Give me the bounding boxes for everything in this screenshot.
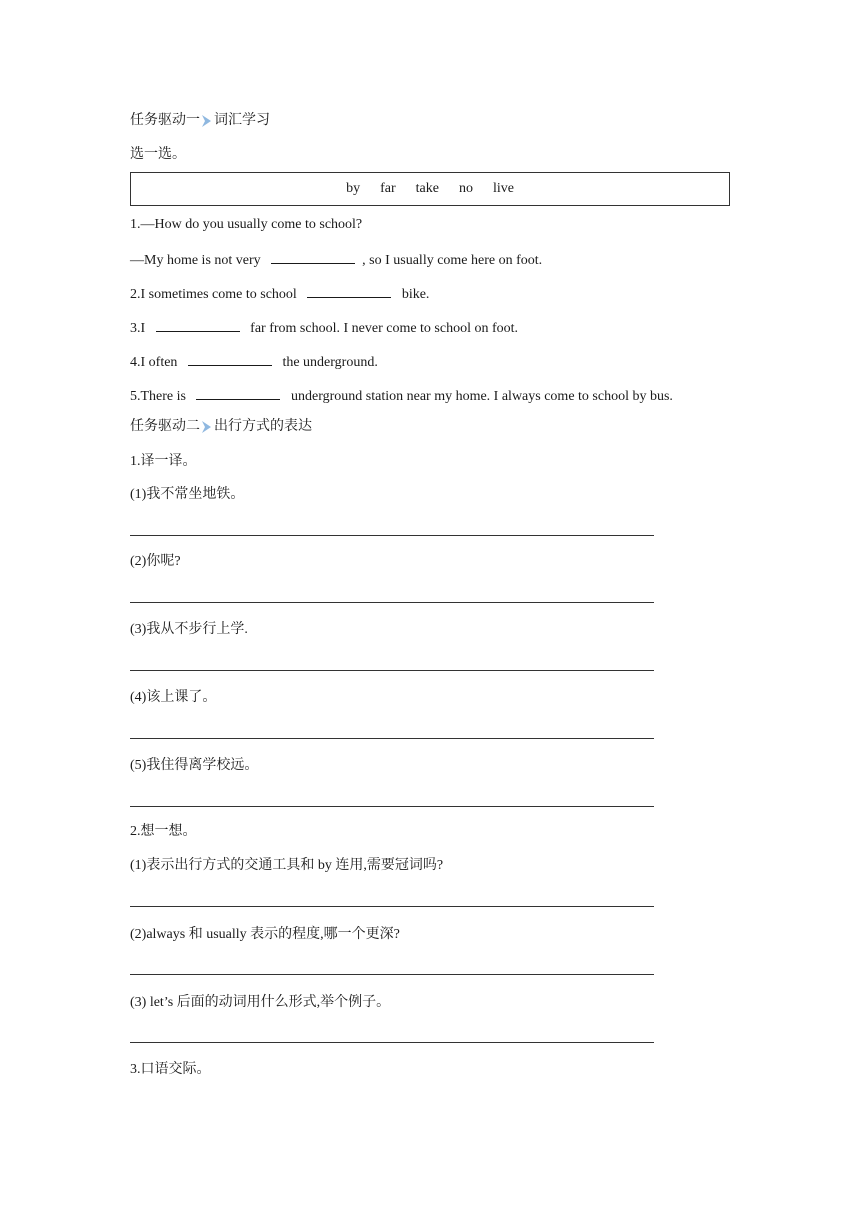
think-item: (1)表示出行方式的交通工具和 by 连用,需要冠词吗? (130, 858, 444, 873)
fill-blank[interactable] (307, 284, 391, 298)
word-bank-item: by (346, 181, 361, 196)
question-2-text-before: 2.I sometimes come to school (130, 287, 297, 302)
task1-heading (130, 112, 270, 130)
question-4-text-before: 4.I often (130, 355, 178, 370)
question-5-text-before: 5.There is (130, 389, 186, 404)
answer-line[interactable] (130, 1042, 654, 1043)
translate-heading: 1.译一译。 (130, 454, 197, 469)
question-1-text-before: —My home is not very (130, 253, 261, 268)
word-bank (130, 172, 730, 206)
question-1-response (130, 250, 542, 270)
question-1-text-after: , so I usually come here on foot. (362, 253, 543, 268)
answer-line[interactable] (130, 670, 654, 671)
think-heading: 2.想一想。 (130, 824, 197, 839)
fill-blank[interactable] (196, 386, 280, 400)
question-4-text-after: the underground. (282, 355, 378, 370)
question-4 (130, 352, 378, 372)
arrow-right-icon (201, 419, 213, 435)
question-1: 1.—How do you usually come to school? (130, 217, 363, 232)
task1-title-a: 任务驱动一 (130, 113, 200, 128)
word-bank-item: take (415, 181, 439, 196)
question-2 (130, 284, 429, 304)
answer-line[interactable] (130, 806, 654, 807)
question-3-text-before: 3.I (130, 321, 146, 336)
translate-item: (1)我不常坐地铁。 (130, 487, 245, 502)
answer-line[interactable] (130, 602, 654, 603)
task1-instruction: 选一选。 (130, 147, 186, 162)
word-bank-item: live (492, 181, 514, 196)
translate-item: (4)该上课了。 (130, 690, 217, 705)
oral-heading: 3.口语交际。 (130, 1062, 211, 1077)
task2-heading (130, 418, 312, 436)
think-item: (3) let’s 后面的动词用什么形式,举个例子。 (130, 995, 391, 1010)
question-5-text-after: underground station near my home. I always come to school by bus. (290, 389, 673, 404)
task1-title-b: 词汇学习 (214, 113, 270, 128)
answer-line[interactable] (130, 906, 654, 907)
translate-item: (2)你呢? (130, 554, 181, 569)
think-item: (2)always 和 usually 表示的程度,哪一个更深? (130, 927, 400, 942)
answer-line[interactable] (130, 535, 654, 536)
answer-line[interactable] (130, 974, 654, 975)
task2-title-b: 出行方式的表达 (214, 419, 312, 434)
translate-item: (3)我从不步行上学. (130, 622, 248, 637)
fill-blank[interactable] (188, 352, 272, 366)
question-2-text-after: bike. (401, 287, 430, 302)
answer-line[interactable] (130, 738, 654, 739)
question-3-text-after: far from school. I never come to school on foot. (250, 321, 519, 336)
arrow-right-icon (201, 113, 213, 129)
translate-item: (5)我住得离学校远。 (130, 758, 259, 773)
word-bank-item: no (458, 181, 473, 196)
fill-blank[interactable] (156, 318, 240, 332)
question-5 (130, 386, 673, 406)
question-3 (130, 318, 518, 338)
task2-title-a: 任务驱动二 (130, 419, 200, 434)
fill-blank[interactable] (271, 250, 355, 264)
word-bank-item: far (380, 181, 396, 196)
